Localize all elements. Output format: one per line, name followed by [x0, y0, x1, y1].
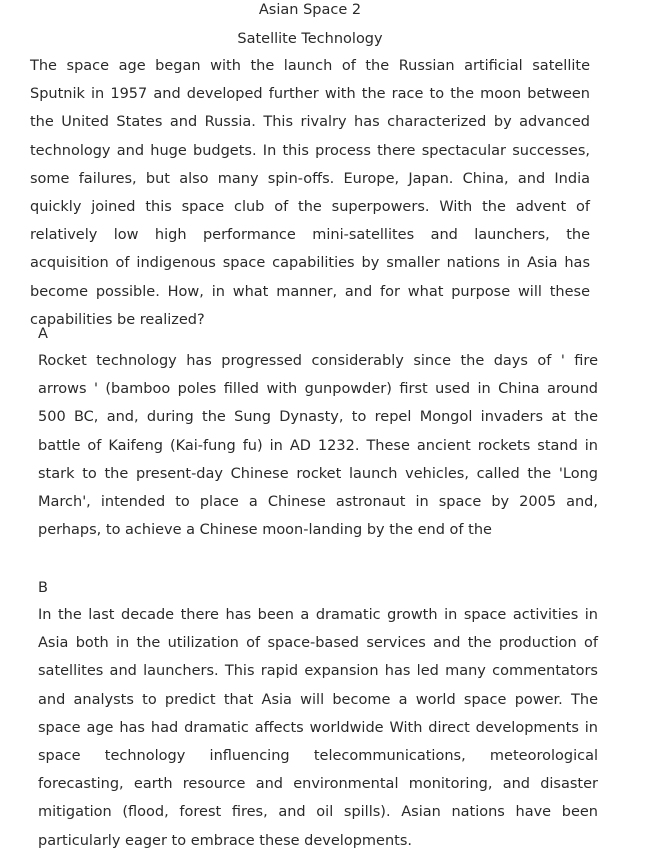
- document-subtitle: Satellite Technology: [237, 31, 383, 47]
- document-title: Asian Space 2: [258, 2, 362, 18]
- section-a-label: A: [38, 326, 48, 342]
- section-a-paragraph: Rocket technology has progressed considerably since the days of ' fire arrows ' (bamboo poles filled with gunpowder) first used in China around 500 BC, and, during the Sung Dynasty, to repel Mongol invaders at the battle of Kaifeng (Kai-fung fu) in AD 1232. These ancient rockets stand in stark to the present-day Chinese rocket launch vehicles, called the 'Long March', intended to place a Chinese astronaut in space by 2005 and, perhaps, to achieve a Chinese moon-landing by the end of the: [38, 353, 598, 539]
- section-b-label: B: [38, 580, 48, 596]
- intro-paragraph: The space age began with the launch of the Russian artificial satellite Sputnik in 1957 and developed further with the race to the moon between the United States and Russia. This rivalry has characterized by advanced technology and huge budgets. In this process there spectacular successes, some failures, but also many spin-offs. Europe, Japan. China, and India quickly joined this space club of the superpowers. With the advent of relatively low high performance mini-satellites and launchers, the acquisition of indigenous space capabilities by smaller nations in Asia has become possible. How, in what manner, and for what purpose will these capabilities be realized?: [30, 58, 590, 328]
- section-b-paragraph: In the last decade there has been a dramatic growth in space activities in Asia both in the utilization of space-based services and the production of satellites and launchers. This rapid expansion has led many commentators and analysts to predict that Asia will become a world space power. The space age has had dramatic affects worldwide With direct developments in space technology influencing telecommunications, meteorological forecasting, earth resource and environmental monitoring, and disaster mitigation (flood, forest fires, and oil spills). Asian nations have been particularly eager to embrace these developments.: [38, 607, 598, 849]
